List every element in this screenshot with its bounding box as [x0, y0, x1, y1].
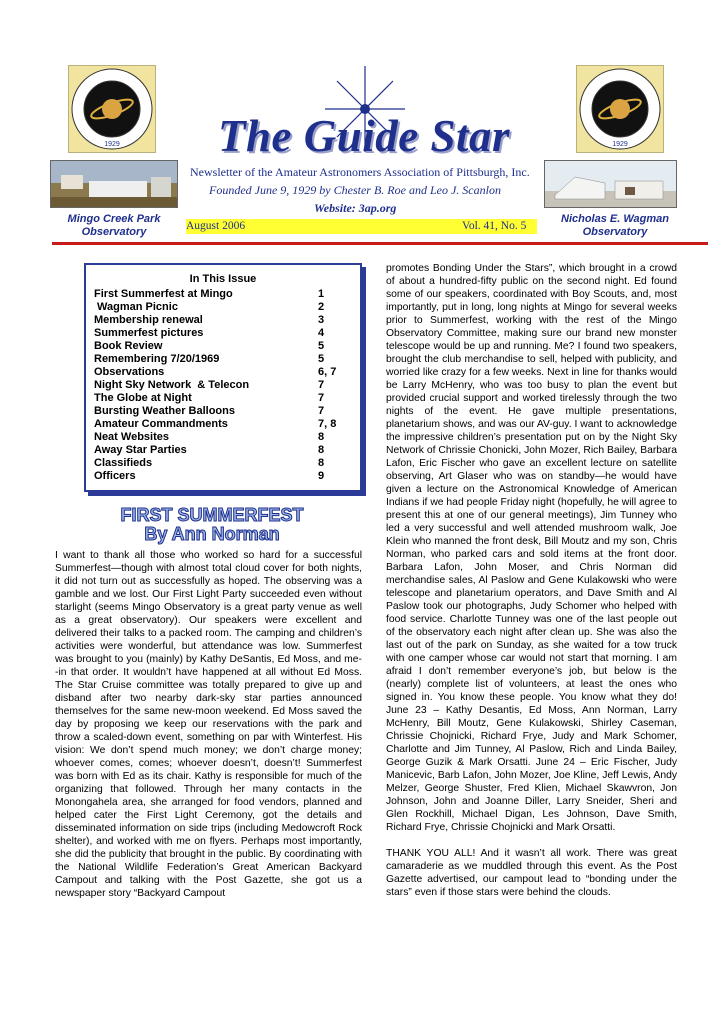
founded-line: Founded June 9, 1929 by Chester B. Roe and Leo J. Scanlon — [209, 183, 501, 197]
newsletter-subtitle: Newsletter of the Amateur Astronomers Association of Pittsburgh, Inc. — [190, 165, 530, 179]
toc-item-page: 8 — [318, 431, 325, 443]
toc-item-page: 6, 7 — [318, 366, 337, 378]
toc-item[interactable] — [94, 457, 356, 469]
article-right-column — [386, 262, 677, 899]
toc-item-label: Membership renewal — [94, 314, 203, 326]
toc-item-label: Summerfest pictures — [94, 327, 204, 339]
toc-item[interactable] — [94, 392, 356, 404]
toc-item-page: 5 — [318, 340, 325, 352]
in-this-issue-box — [84, 263, 362, 492]
toc-item-label: Bursting Weather Balloons — [94, 405, 235, 417]
toc-item[interactable] — [94, 301, 356, 313]
svg-text:1929: 1929 — [104, 141, 120, 148]
toc-item[interactable] — [94, 340, 356, 352]
toc-item-label: Observations — [94, 366, 165, 378]
article-byline: By Ann Norman — [144, 524, 280, 544]
toc-item-label: Neat Websites — [94, 431, 169, 443]
toc-item[interactable] — [94, 405, 356, 417]
toc-item-page: 7, 8 — [318, 418, 337, 430]
toc-item-page: 8 — [318, 444, 325, 456]
toc-title: In This Issue — [189, 273, 257, 285]
toc-item[interactable] — [94, 353, 356, 365]
toc-item-page: 9 — [318, 470, 325, 482]
toc-item-page: 4 — [318, 327, 325, 339]
toc-item-label: Officers — [94, 470, 136, 482]
issue-bar — [186, 219, 537, 234]
toc-item-label: Classifieds — [94, 457, 153, 469]
toc-item-page: 7 — [318, 392, 325, 404]
website-line[interactable]: Website: 3ap.org — [314, 201, 397, 215]
article-paragraph: THANK YOU ALL! And it wasn’t all work. There was great camaraderie as we muddled through this event. As the Post Gazette advertised, our campout lead to “bonding under the stars” even if those stars were behind the clouds. — [386, 848, 677, 898]
article-paragraph: I want to thank all those who worked so hard for a successful Summerfest—though with almost total cloud cover for both nights, it did not turn out as successfully as hoped. The observing was a gamble and we lost. Our First Light Party succeeded even without starlight (seems Mingo Observatory is a great party venue as well as a great observatory). Our speakers were excellent and delivered their talks to a packed room. The camping and children’s activities were wonderful, but attendance was low. Summerfest was brought to you (mainly) by Kathy DeSantis, Ed Moss, and me--in that order. It wouldn’t have happened at all without Ed Moss. The Star Cruise committee was totally prepared to give up and disband after two nearby dark-sky star parties announced themselves for the same new-moon weekend. Ed Moss saved the day by proposing we keep our reservations with the park and throw a scaled-down event, something on par with Winterfest. His vision: We don’t spend much money; we don’t charge money; whoever comes, comes; whoever doesn’t, doesn’t! Summerfest was born with Ed as its chair. Kathy is responsible for much of the organizing that followed. Through her many contacts in the Monongahela area, she arranged for food vendors, planned and helped cater the First Light Ceremony, got the details and disseminated information on side trips (including Medowcroft Rock shelter), and worked with me on flyers. Perhaps most importantly, she did the publicity that brought in the public. By coordinating with the National Wildlife Federation’s Great American Backyard Campout and talking with the Post Gazette, she got us a newspaper story “Backyard Campout — [55, 550, 362, 899]
wagman-observatory-photo — [544, 160, 677, 208]
toc-item-page: 7 — [318, 405, 325, 417]
header-divider — [52, 242, 708, 245]
caption-line: Nicholas E. Wagman — [561, 213, 669, 225]
toc-item-label: First Summerfest at Mingo — [94, 288, 233, 300]
toc-item[interactable] — [94, 327, 356, 339]
toc-item-label: The Globe at Night — [94, 392, 192, 404]
toc-item-page: 7 — [318, 379, 325, 391]
svg-text:1929: 1929 — [612, 141, 628, 148]
caption-line: Mingo Creek Park — [67, 213, 161, 225]
toc-item-page: 1 — [318, 288, 325, 300]
toc-item-page: 5 — [318, 353, 325, 365]
caption-line: Observatory — [582, 226, 648, 238]
toc-item-page: 2 — [318, 301, 325, 313]
toc-item-label: Wagman Picnic — [94, 301, 178, 313]
toc-item[interactable] — [94, 444, 356, 456]
toc-item[interactable] — [94, 470, 356, 482]
toc-item-label: Amateur Commandments — [94, 418, 228, 430]
article-left-column — [55, 549, 362, 900]
toc-item[interactable] — [94, 288, 356, 300]
toc-item[interactable] — [94, 314, 356, 326]
toc-item[interactable] — [94, 431, 356, 443]
newsletter-title: The Guide Star — [217, 111, 511, 161]
toc-item[interactable] — [94, 418, 356, 430]
article-paragraph: promotes Bonding Under the Stars”, which brought in a crowd of about a hundred-fifty public on the second night. Ed found some of our speakers, coordinated with Boy Scouts, and, most importantly, put in long, long nights at Mingo for several weeks prior to Summerfest, working with the rest of the Mingo Observatory Committee, making sure our brand new monster telescope would be up and running. Me? I found two speakers, brought the club merchandise to sell, helped with publicity, and worried like crazy for a few weeks. Next in line for thanks would be Larry McHenry, who was too busy to plan the event but provided crucial support and worked tirelessly through the two nights of the event. He gave multiple presentations, planetarium shows, and was our AV-guy. I want to acknowledge the impressive children’s presentation put on by the Night Sky Network of Chrissie Chonicki, John Mozer, Rich Bailey, Barbara Lafon, Eric Fischer who gave an excellent lecture on satellite observing, Art Glaser who was on standby—he would have given a lecture on the Astronomical Knowledge of American Indians if we had people Friday night (hopefully, he will agree to present this at one of our general meetings), Jim Tunney who led a very successful and well attended mushroom walk, Joe Klein who manned the front desk, Bill Moutz and my son, Chris Norman, who parked cars and sold items at the front door. Barbara Lafon, John Moser, and Chris Norman did merchandise sales, Al Paslow and Gene Kulakowski who were telescope and planetarium operators, and Dave Smith and Al Paslow took our photographs, Judy Schomer who helped with food service. Charlotte Tunney was one of the last people out of the observatory each night after clean up. She was also the last out of the park on Sunday, as she waited for a tow truck with one camper whose car would not start that morning. I am afraid I don’t remember everyone’s job, but below is the (nearly) complete list of volunteers, at least the ones who signed in. You know these people. You know what they do! June 23 – Kathy Desantis, Ed Moss, Ann Norman, Larry McHenry, Bill Moutz, Gene Kulakowski, Shirley Caseman, Chrissie Chojnicki, Richard Frye, Judy and Mark Schomer, Charlotte and Jim Tunney, Al Paslow, Rich and Linda Bailey, George Guzik & Mark Orsatti. June 24 – Eric Fischer, Judy Manicevic, Barb Lafon, John Mozer, Joe Kline, Jeff Lewis, Andy Melzer, George Shuster, Fred Klien, Michael Skawvron, Jon Johnson, John and Joanne Diller, Larry Sneider, Sheri and Glen Rockhill, Michael Digan, Les Johnson, Dave Smith, Richard Frye, Chrissie Chojnicki and Mark Orsatti. — [386, 263, 677, 833]
toc-item-label: Remembering 7/20/1969 — [94, 353, 220, 365]
toc-item-page: 8 — [318, 457, 325, 469]
left-photo-caption — [48, 213, 180, 239]
toc-item[interactable] — [94, 366, 356, 378]
right-photo-caption — [545, 213, 685, 239]
mingo-observatory-photo — [50, 160, 178, 208]
article-headline: FIRST SUMMERFEST — [120, 505, 304, 525]
toc-item-label: Book Review — [94, 340, 163, 352]
caption-line: Observatory — [81, 226, 147, 238]
toc-item-page: 3 — [318, 314, 325, 326]
issue-volume: Vol. 41, No. 5 — [462, 220, 527, 232]
toc-item-label: Away Star Parties — [94, 444, 187, 456]
toc-item[interactable] — [94, 379, 356, 391]
toc-item-label: Night Sky Network & Telecon — [94, 379, 250, 391]
issue-date: August 2006 — [186, 220, 246, 232]
